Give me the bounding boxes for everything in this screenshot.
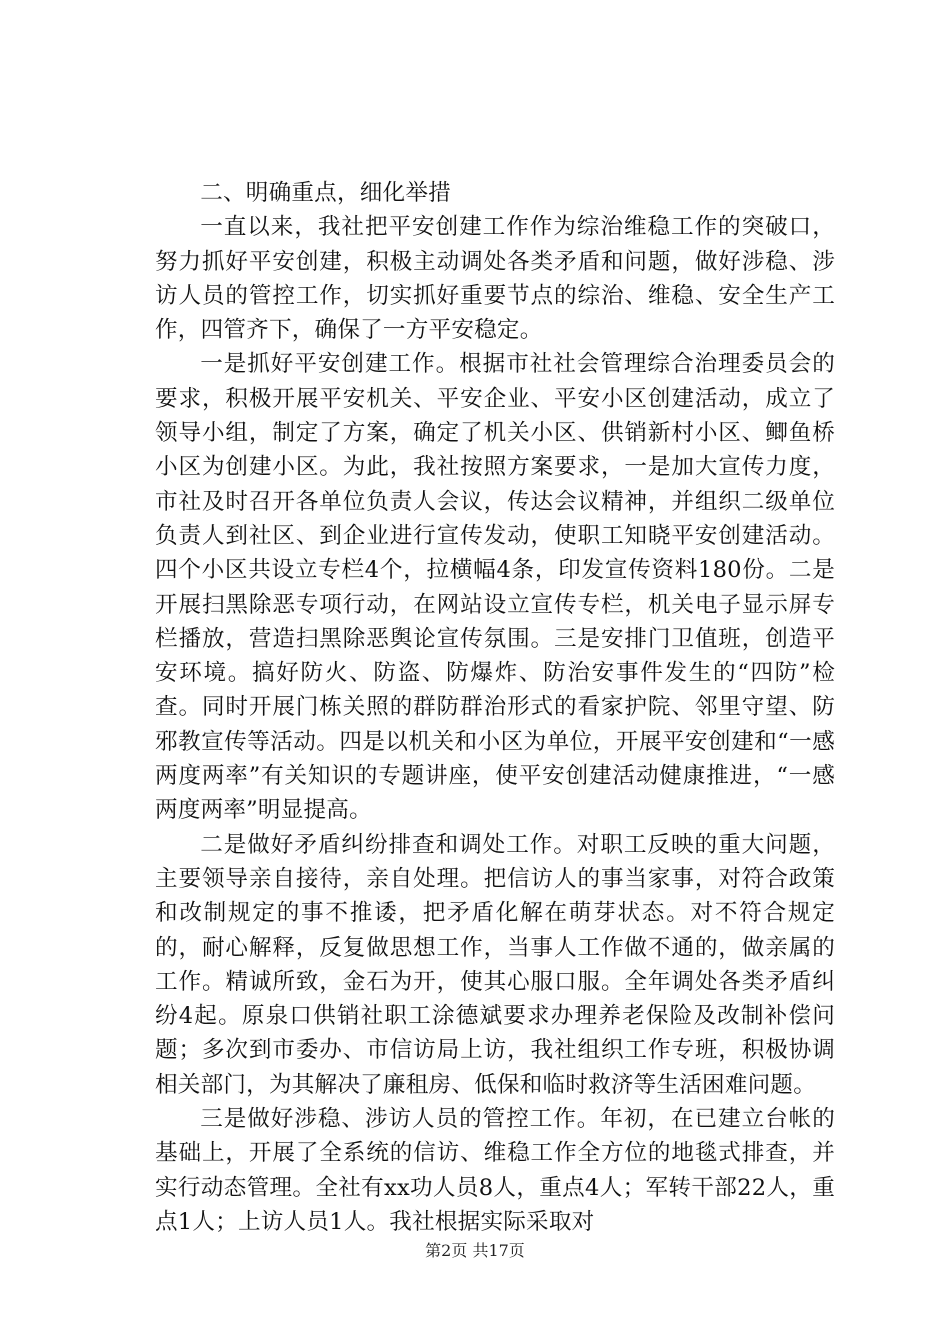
paragraph-dispute-mediation: 二是做好矛盾纠纷排查和调处工作。对职工反映的重大问题，主要领导亲自接待，亲自处理。把信访人的事当家事，对符合政策和改制规定的事不推诿，把矛盾化解在萌芽状态。对不符合规定的，耐心解释，反复做思想工作，当事人工作做不通的，做亲属的工作。精诚所致，金石为开，使其心服口服。全年调处各类矛盾纠纷4起。原泉口供销社职工涂德斌要求办理养老保险及改制补偿问题；多次到市委办、市信访局上访，我社组织工作专班，积极协调相关部门，为其解决了廉租房、低保和临时救济等生活困难问题。 xyxy=(155,831,835,1098)
paragraph-personnel-control: 三是做好涉稳、涉访人员的管控工作。年初，在已建立台帐的基础上，开展了全系统的信访、维稳工作全方位的地毯式排查，并实行动态管理。全社有xx功人员8人，重点4人；军转干部22人，重点1人；上访人员1人。我社根据实际采取对 xyxy=(155,1106,835,1235)
section-heading: 二、明确重点，细化举措 xyxy=(200,180,451,206)
document-body xyxy=(155,176,835,1239)
paragraph-safety-creation: 一是抓好平安创建工作。根据市社社会管理综合治理委员会的要求，积极开展平安机关、平安企业、平安小区创建活动，成立了领导小组，制定了方案，确定了机关小区、供销新村小区、鲫鱼桥小区为创建小区。为此，我社按照方案要求，一是加大宣传力度，市社及时召开各单位负责人会议，传达会议精神，并组织二级单位负责人到社区、到企业进行宣传发动，使职工知晓平安创建活动。四个小区共设立专栏4个，拉横幅4条，印发宣传资料180份。二是开展扫黑除恶专项行动，在网站设立宣传专栏，机关电子显示屏专栏播放，营造扫黑除恶舆论宣传氛围。三是安排门卫值班，创造平安环境。搞好防火、防盗、防爆炸、防治安事件发生的“四防”检查。同时开展门栋关照的群防群治形式的看家护院、邻里守望、防邪教宣传等活动。四是以机关和小区为单位，开展平安创建和“一感两度两率”有关知识的专题讲座，使平安创建活动健康推进，“一感两度两率”明显提高。 xyxy=(155,351,835,824)
page-number-footer: 第2页 共17页 xyxy=(425,1241,525,1260)
paragraph-intro: 一直以来，我社把平安创建工作作为综治维稳工作的突破口，努力抓好平安创建，积极主动调处各类矛盾和问题，做好涉稳、涉访人员的管控工作，切实抓好重要节点的综治、维稳、安全生产工作，四管齐下，确保了一方平安稳定。 xyxy=(155,214,835,344)
